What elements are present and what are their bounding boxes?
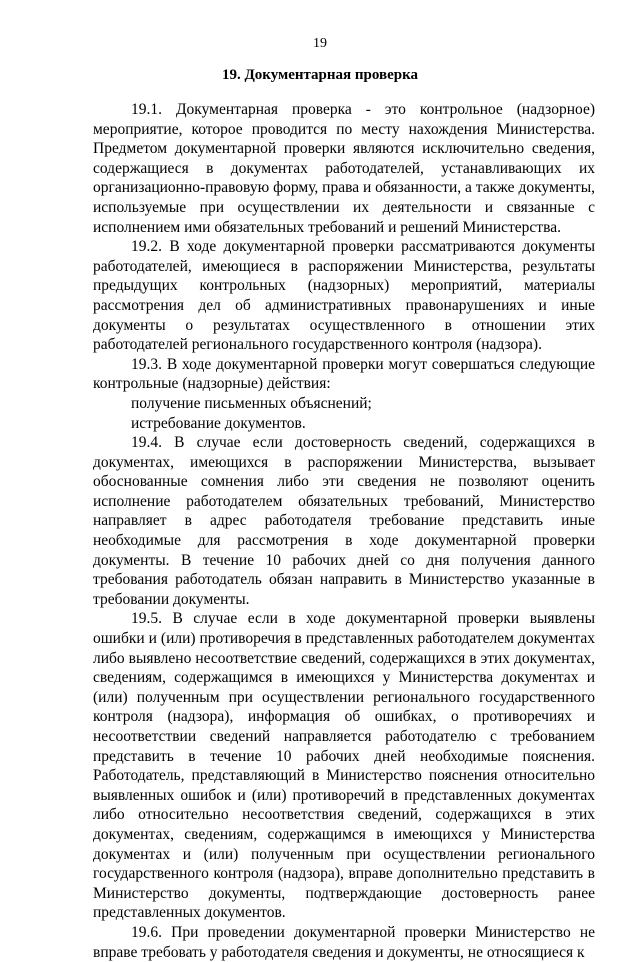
list-item-explanations: получение письменных объяснений; (131, 394, 372, 412)
paragraph-19-1: 19.1. Документарная проверка - это контрольное (надзорное) мероприятие, которое проводится по месту нахождения Министерства. Предметом документарной проверки являются исключительно сведения, содержащиеся в документах работодателей, устанавливающих их организационно-правовую форму, права и обязанности, а также документы, используемые при осуществлении их деятельности и связанные с исполнением ими обязательных требований и решений Министерства. (93, 101, 595, 236)
paragraph-19-3: 19.3. В ходе документарной проверки могут совершаться следующие контрольные (надзорные) действия: (93, 355, 595, 393)
section-title: 19. Документарная проверка (221, 67, 419, 83)
paragraph-19-2: 19.2. В ходе документарной проверки рассматриваются документы работодателей, имеющиеся в распоряжении Министерства, результаты предыдущих контрольных (надзорных) мероприятий, материалы рассмотрения дел об административных правонарушениях и иные документы о результатах осуществленного в отношении этих работодателей регионального государственного контроля (надзора). (93, 238, 595, 354)
document-body (93, 100, 595, 962)
paragraph-19-4: 19.4. В случае если достоверность сведений, содержащихся в документах, имеющихся в распоряжении Министерства, вызывает обоснованные сомнения либо эти сведения не позволяют оценить исполнение работодателем обязательных требований, Министерство направляет в адрес работодателя требование представить иные необходимые для рассмотрения в ходе документарной проверки документы. В течение 10 рабочих дней со дня получения данного требования работодатель обязан направить в Министерство указанные в требовании документы. (93, 434, 595, 608)
paragraph-19-6: 19.6. При проведении документарной проверки Министерство не вправе требовать у работодателя сведения и документы, не относящиеся к (93, 923, 595, 961)
page-number: 19 (313, 36, 327, 51)
list-item-documents: истребование документов. (131, 414, 306, 432)
paragraph-19-5: 19.5. В случае если в ходе документарной проверки выявлены ошибки и (или) противоречия в представленных работодателем документах либо выявлено несоответствие сведений, содержащихся в этих документах, сведениям, содержащимся в имеющихся у Министерства документах и (или) полученным при осуществлении регионального государственного контроля (надзора), информация об ошибках, о противоречиях и несоответствии сведений направляется работодателю с требованием представить в течение 10 рабочих дней необходимые пояснения. Работодатель, представляющий в Министерство пояснения относительно выявленных ошибок и (или) противоречий в представленных документах либо относительно несоответствия сведений, содержащихся в этих документах, сведениям, содержащимся в имеющихся у Министерства документах и (или) полученным при осуществлении регионального государственного контроля (надзора), вправе дополнительно представить в Министерство документы, подтверждающие достоверность ранее представленных документов. (93, 610, 595, 922)
